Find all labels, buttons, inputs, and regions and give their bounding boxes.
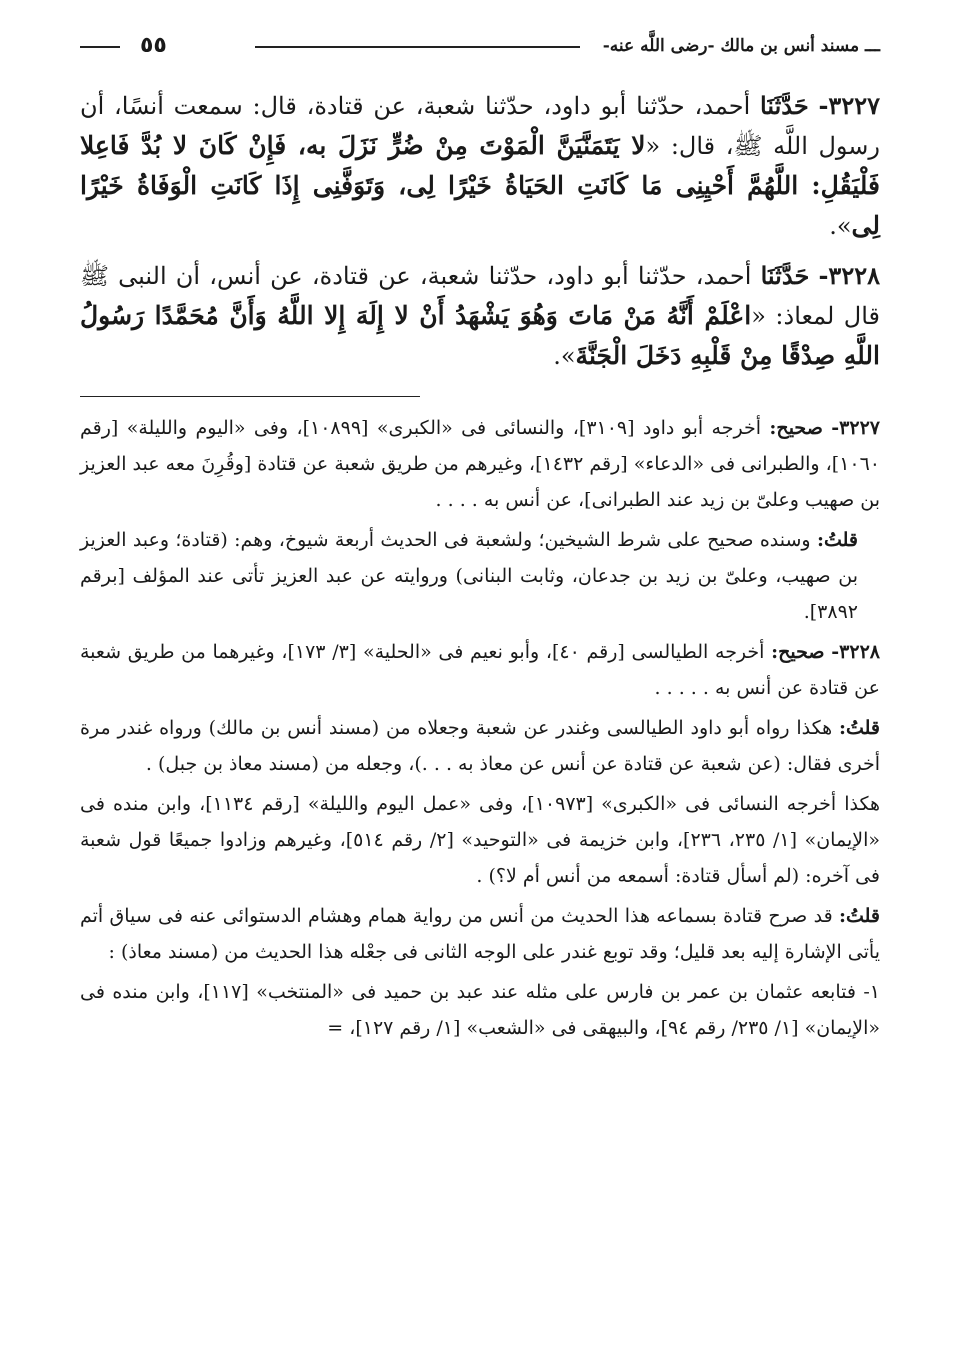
hadith-isnad: أحمد، حدّثنا أبو داود، حدّثنا شعبة، عن قتادة، قال: سمعت أنسًا، أن رسول اللَّه ﷺ، قال: «	[80, 92, 881, 160]
comment-text: هكذا رواه أبو داود الطيالسى وغندر عن شعبة وجعلاه من (مسند أنس بن مالك) ورواه غندر مرة أخرى فقال: (عن شعبة عن قتادة عن أنس عن معاذ به . . .)، وجعله من (مسند معاذ بن جبل) .	[80, 717, 880, 775]
footnote-number: ٣٢٢٨-	[831, 641, 880, 663]
hadith-number: ٣٢٢٧-	[818, 91, 880, 120]
hadith-isnad: أحمد، حدّثنا أبو داود، حدّثنا شعبة، عن قتادة، عن أنس، أن النبى ﷺ قال لمعاذ: «	[80, 262, 881, 330]
footnote-3228	[80, 634, 880, 706]
running-title: ـــ مسند أنس بن مالك -رضى اللَّه عنه-	[602, 36, 880, 56]
hadith-matn: اعْلَمْ أَنَّهُ مَنْ مَاتَ وَهُوَ يَشْهَدُ أَنْ لا إِلَهَ إِلا اللَّهُ وَأَنَّ مُحَمَّدًا رَسُولُ اللَّهِ صِدْقًا مِنْ قَلْبِهِ دَخَلَ الْجَنَّةَ	[80, 301, 880, 370]
hadith-close: ».	[553, 342, 576, 370]
page-number: ٥٥	[140, 33, 167, 58]
main-text	[80, 86, 880, 386]
qult-label: قلتُ:	[838, 905, 880, 927]
header-rule	[255, 46, 580, 48]
paragraph-text: هكذا أخرجه النسائى فى «الكبرى» [١٠٩٧٣]، وفى «عمل اليوم والليلة» [رقم ١١٣٤]، وابن منده فى «الإيمان» [١/ ٢٣٥، ٢٣٦]، وابن خزيمة فى «التوحيد» [٢/ رقم ٥١٤]، وغيرهم وزادوا جميعًا قول شعبة فى آخره: (لم أسأل قتادة: أسمعه من أنس أم لا؟) .	[80, 793, 881, 887]
footnote-grade: صحيح:	[769, 417, 823, 439]
footnote-3228-item-1	[80, 974, 880, 1046]
footnote-3227	[80, 410, 880, 518]
hadith-verb: حَدَّثَنَا	[760, 91, 809, 120]
hadith-3227	[80, 86, 880, 246]
header-dash	[80, 46, 120, 48]
qult-label: قلتُ:	[816, 529, 858, 551]
footnote-number: ٣٢٢٧-	[831, 417, 880, 439]
footnotes	[80, 410, 880, 1050]
footnote-text: أخرجه الطيالسى [رقم ٤٠]، وأبو نعيم فى «الحلية» [٣/ ١٧٣]، وغيرهما من طريق شعبة عن قتادة عن أنس به . . . . .	[80, 641, 880, 699]
hadith-matn: لا يَتَمَنَّيَنَّ الْمَوْتَ مِنْ ضُرٍّ نَزَلَ به، فَإِنْ كَانَ لا بُدَّ فَاعِلا فَلْيَقُلِ: اللَّهُمَّ أَحْيِنِى مَا كَانَتِ الحَيَاةُ خَيْرًا لِى، وَتَوَفَّنِى إِذَا كَانَتِ الْوَفَاةُ خَيْرًا لِى	[80, 131, 880, 240]
comment-text: قد صرح قتادة بسماعه هذا الحديث من أنس من رواية همام وهشام الدستوائى عنه فى سياق أتم يأتى الإشارة إليه بعد قليل؛ وقد توبع غندر على الوجه الثانى فى جعْله هذا الحديث من (مسند معاذ) :	[80, 905, 880, 963]
qult-label: قلتُ:	[838, 717, 880, 739]
footnote-separator	[80, 396, 420, 397]
footnote-text: أخرجه أبو داود [٣١٠٩]، والنسائى فى «الكبرى» [١٠٨٩٩]، وفى «اليوم والليلة» [رقم ١٠٦٠]، والطبرانى فى «الدعاء» [رقم ١٤٣٢]، وغيرهم من طريق شعبة عن قتادة [وقُرِنَ معه عبد العزيز بن صهيب وعلىّ بن زيد عند الطبرانى]، عن أنس به . . . .	[80, 417, 881, 511]
footnote-3228-paragraph	[80, 786, 880, 894]
item-text: ١- فتابعه عثمان بن عمر بن فارس على مثله عند عبد بن حميد فى «المنتخب» [١١٧]، وابن منده فى «الإيمان» [١/ ٢٣٥/ رقم ٩٤]، والبيهقى فى «الشعب» [١/ رقم ١٢٧]،	[80, 981, 880, 1039]
hadith-number: ٣٢٢٨-	[818, 261, 880, 290]
footnote-3228-comment-1	[80, 710, 880, 782]
continuation-mark: =	[327, 1017, 344, 1039]
running-header	[80, 30, 880, 62]
comment-text: وسنده صحيح على شرط الشيخين؛ ولشعبة فى الحديث أربعة شيوخ، وهم: (قتادة؛ وعبد العزيز بن صهيب، وعلىّ بن زيد بن جدعان، وثابت البنانى) وروايته عن عبد العزيز تأتى عند المؤلف [برقم ٣٨٩٢].	[80, 529, 858, 623]
footnote-grade: صحيح:	[771, 641, 825, 663]
hadith-verb: حَدَّثَنَا	[760, 261, 810, 290]
hadith-3228	[80, 256, 880, 376]
hadith-close: ».	[829, 212, 852, 240]
footnote-3227-comment	[80, 522, 880, 630]
footnote-3228-comment-2	[80, 898, 880, 970]
